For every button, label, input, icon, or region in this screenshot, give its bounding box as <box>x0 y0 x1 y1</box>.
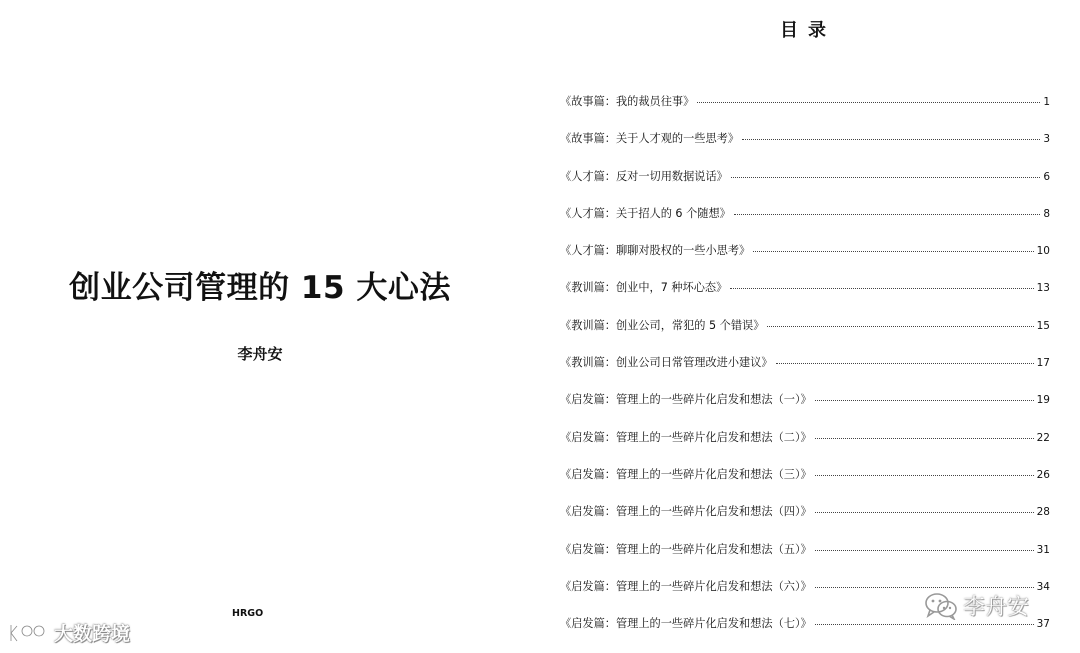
author-watermark <box>924 590 1029 621</box>
toc-entry[interactable] <box>560 391 1050 428</box>
toc-entry-title: 《启发篇：管理上的一些碎片化启发和想法（一）》 <box>560 393 812 407</box>
toc-entry[interactable] <box>560 93 1050 130</box>
toc-heading: 目录 <box>780 20 836 41</box>
toc-entry-page: 10 <box>1036 245 1050 258</box>
toc-entry-title: 《故事篇：我的裁员往事》 <box>560 95 695 108</box>
source-watermark <box>8 619 130 646</box>
dot-leader <box>815 438 1034 439</box>
toc-entry-page: 19 <box>1036 394 1050 407</box>
toc-list <box>560 93 1050 652</box>
dot-leader <box>815 624 1034 625</box>
toc-entry-page: 28 <box>1036 506 1050 519</box>
wechat-icon <box>924 592 958 620</box>
toc-entry-page: 37 <box>1036 618 1050 631</box>
toc-entry-page: 26 <box>1036 468 1050 481</box>
dot-leader <box>742 139 1040 140</box>
toc-entry-title: 《启发篇：管理上的一些碎片化启发和想法（四）》 <box>560 505 812 519</box>
dot-leader <box>815 400 1034 401</box>
book-author: 李舟安 <box>237 345 283 363</box>
toc-entry-title: 《教训篇：创业中，7 种坏心态》 <box>560 281 728 295</box>
toc-entry[interactable] <box>560 242 1050 279</box>
toc-entry-page: 3 <box>1043 133 1050 146</box>
toc-entry-title: 《启发篇：管理上的一些碎片化启发和想法（七）》 <box>560 617 812 631</box>
dot-leader <box>697 102 1040 103</box>
toc-entry[interactable] <box>560 503 1050 540</box>
dot-leader <box>730 288 1033 289</box>
publisher-label: HRGO <box>232 608 264 619</box>
toc-entry-page: 17 <box>1036 357 1050 370</box>
toc-entry-page: 15 <box>1036 319 1050 332</box>
toc-entry-title: 《人才篇：反对一切用数据说话》 <box>560 169 728 183</box>
toc-entry-page: 34 <box>1036 580 1050 593</box>
toc-entry-page: 31 <box>1036 543 1050 556</box>
toc-entry-page: 1 <box>1043 96 1050 108</box>
author-watermark-text: 李舟安 <box>963 595 1030 620</box>
book-title: 创业公司管理的 15 大心法 <box>69 270 451 306</box>
brand-logo-icon <box>8 621 50 645</box>
dot-leader <box>815 512 1034 513</box>
dot-leader <box>731 177 1040 178</box>
toc-entry[interactable] <box>560 354 1050 391</box>
dot-leader <box>776 363 1034 364</box>
toc-entry-title: 《启发篇：管理上的一些碎片化启发和想法（六）》 <box>560 579 812 593</box>
toc-entry-title: 《启发篇：管理上的一些碎片化启发和想法（二）》 <box>560 430 812 444</box>
toc-entry-title: 《教训篇：创业公司日常管理改进小建议》 <box>560 356 773 370</box>
toc-entry-title: 《启发篇：管理上的一些碎片化启发和想法（五）》 <box>560 542 812 556</box>
toc-entry-page: 8 <box>1043 207 1050 220</box>
toc-entry[interactable] <box>560 279 1050 316</box>
dot-leader <box>815 475 1034 476</box>
toc-entry[interactable] <box>560 317 1050 354</box>
toc-entry[interactable] <box>560 168 1050 205</box>
toc-entry-title: 《启发篇：管理上的一些碎片化启发和想法（三）》 <box>560 467 812 481</box>
toc-entry-title: 《人才篇：关于招人的 6 个随想》 <box>560 206 731 220</box>
source-watermark-text: 大数跨境 <box>54 623 131 645</box>
toc-entry[interactable] <box>560 130 1050 167</box>
toc-entry-title: 《教训篇：创业公司，常犯的 5 个错误》 <box>560 318 765 332</box>
toc-entry-title: 《故事篇：关于人才观的一些思考》 <box>560 132 740 146</box>
toc-entry[interactable] <box>560 466 1050 503</box>
toc-entry-title: 《人才篇：聊聊对股权的一些小思考》 <box>560 244 751 258</box>
dot-leader <box>815 587 1034 588</box>
dot-leader <box>815 550 1034 551</box>
toc-entry-page: 6 <box>1043 170 1050 183</box>
toc-page <box>540 0 1080 653</box>
toc-entry[interactable] <box>560 429 1050 466</box>
dot-leader <box>767 326 1033 327</box>
toc-entry-page: 22 <box>1036 431 1050 444</box>
dot-leader <box>753 251 1033 252</box>
toc-entry[interactable] <box>560 205 1050 242</box>
toc-entry-page: 13 <box>1036 282 1050 295</box>
dot-leader <box>734 214 1040 215</box>
toc-entry[interactable] <box>560 541 1050 578</box>
